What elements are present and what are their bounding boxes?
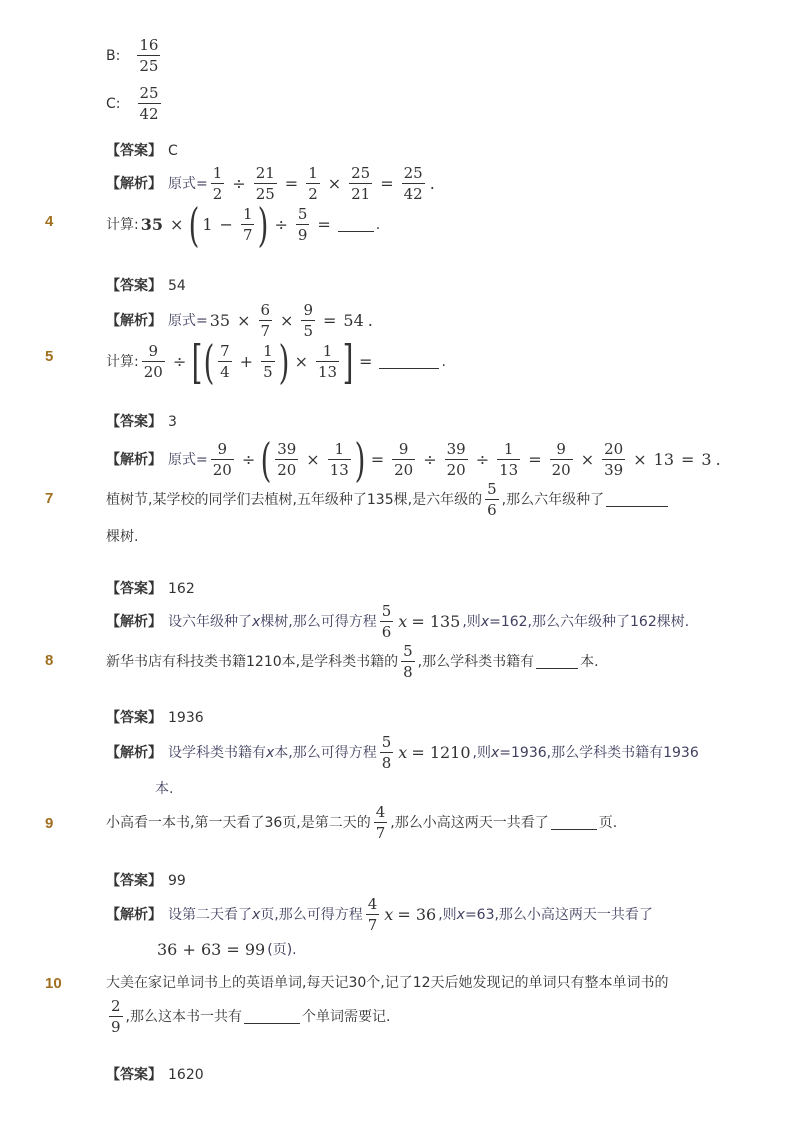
question-number: 9 [45, 815, 54, 832]
q10-answer: 【答案】 1620 [106, 1067, 204, 1083]
option-b [106, 38, 163, 74]
question-number: 8 [45, 652, 54, 669]
q5-answer: 【答案】 3 [106, 414, 177, 430]
question-number: 7 [45, 490, 54, 507]
answer-blank [244, 1011, 300, 1024]
q3-analysis: 【解析】 原式= $\frac{1}{2}$ ÷ $\frac{21}{25}$ = $\frac{1}{2}$ × $\frac{25}{21}$ = $\frac{25}{42}$ . [106, 164, 435, 203]
q9-analysis: 【解析】 设第二天看了 x 页,那么可得方程 $\frac{4}{7}$ x = 36 ,则 x =63,那么小高这两天一共看了 [106, 895, 653, 934]
option-label: B: [106, 48, 121, 64]
answer-blank [379, 356, 439, 369]
q8-question: 新华书店有科技类书籍1210本,是学科类书籍的 $\frac{5}{8}$ ,那么学科类书籍有 本. [106, 642, 599, 681]
q7-answer: 【答案】 162 [106, 581, 195, 597]
q3-answer: 【答案】 C [106, 143, 178, 159]
q8-analysis: 【解析】 设学科类书籍有 x 本,那么可得方程 $\frac{5}{8}$ x = 1210 ,则 x =1936,那么学科类书籍有1936 [106, 733, 699, 772]
answer-blank [536, 656, 578, 669]
question-number: 10 [45, 975, 62, 992]
q4-question: 计算: 35 × ( 1 − $\frac{1}{7}$ ) ÷ $\frac{5}{9}$ = . [106, 198, 381, 252]
q7-question: 植树节,某学校的同学们去植树,五年级种了135棵,是六年级的 $\frac{5}{6}$ ,那么六年级种了 [106, 482, 670, 518]
q10-question-cont: $\frac{2}{9}$ ,那么这本书一共有 个单词需要记. [111, 997, 391, 1036]
question-number: 4 [45, 213, 54, 230]
q10-question: 大美在家记单词书上的英语单词,每天记30个,记了12天后她发现记的单词只有整本单词书的 [106, 975, 669, 991]
q5-analysis: 【解析】 原式= $\frac{9}{20}$ ÷ ( $\frac{39}{20}$ × $\frac{1}{13}$ ) = $\frac{9}{20}$ ÷ $\frac{39}{20}$ ÷ $\frac{1}{13}$ = $\frac{9}{20}$ × $\frac{20}{39}$ × 13 = 3 . [106, 433, 721, 487]
q8-analysis-cont: 本. [155, 781, 174, 797]
q9-question: 小高看一本书,第一天看了36页,是第二天的 $\frac{4}{7}$ ,那么小高这两天一共看了 页. [106, 803, 618, 842]
question-number: 5 [45, 348, 54, 365]
q9-analysis-cont: 36 + 63 = 99 (页). [157, 940, 297, 959]
answer-blank [338, 219, 374, 232]
q8-answer: 【答案】 1936 [106, 710, 204, 726]
option-fraction: $\frac{16}{25}$ [139, 36, 159, 75]
q4-analysis: 【解析】 原式= 35 × $\frac{6}{7}$ × $\frac{9}{5}$ = 54 . [106, 301, 373, 340]
option-label: C: [106, 96, 121, 112]
option-fraction: $\frac{25}{42}$ [139, 84, 159, 123]
q9-answer: 【答案】 99 [106, 873, 186, 889]
option-c [106, 86, 164, 122]
answer-blank [606, 494, 668, 507]
q4-answer: 【答案】 54 [106, 278, 186, 294]
answer-blank [551, 817, 597, 830]
q7-question-cont: 棵树. [106, 529, 139, 545]
q5-question: 计算: $\frac{9}{20}$ ÷ [ ( $\frac{7}{4}$ + $\frac{1}{5}$ ) × $\frac{1}{13}$ ] = . [106, 335, 446, 389]
q7-analysis: 【解析】 设六年级种了 x 棵树,那么可得方程 $\frac{5}{6}$ x = 135 ,则 x =162,那么六年级种了162棵树. [106, 602, 690, 641]
